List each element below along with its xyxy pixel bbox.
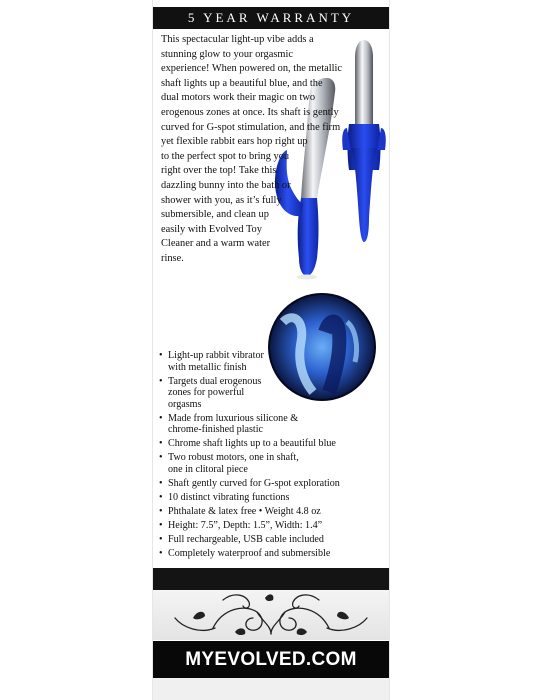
feature-item: • Made from luxurious silicone & chrome-finished plastic <box>159 413 308 436</box>
feature-item: • Targets dual erogenous zones for powerful orgasms <box>159 376 270 411</box>
feature-item: • 10 distinct vibrating functions <box>159 492 387 504</box>
website-banner: MYEVOLVED.COM <box>153 641 389 678</box>
product-description-text: This spectacular light-up vibe adds a stunning glow to your orgasmic experience! When powered on, the metallic shaft lights up a beautiful blue, and the dual motors work their magic on two erogenous zones at once. Its shaft is gently curved for G-spot stimulation, and the firm yet flexible rabbit ears hop right up to the perfect spot to bring you right over the top! Take this dazzling bunny into the bath or shower with you, as it’s fully submersible, and clean up easily with Evolved Toy Cleaner and a warm water rinse. <box>161 34 342 264</box>
feature-list <box>159 350 387 563</box>
warranty-banner: 5 YEAR WARRANTY <box>153 7 389 29</box>
feature-item: • Chrome shaft lights up to a beautiful blue <box>159 438 387 450</box>
feature-item: • Light-up rabbit vibrator with metallic finish <box>159 350 270 373</box>
feature-item: • Completely waterproof and submersible <box>159 548 387 560</box>
feature-item: • Height: 7.5”, Depth: 1.5”, Width: 1.4” <box>159 520 387 532</box>
swirl-ornament-icon <box>153 588 389 642</box>
feature-item: • Full rechargeable, USB cable included <box>159 534 387 546</box>
feature-item: • Two robust motors, one in shaft, one in clitoral piece <box>159 452 308 475</box>
feature-item: • Shaft gently curved for G-spot exploration <box>159 478 387 490</box>
dark-divider-bar <box>153 568 389 590</box>
product-package-panel <box>152 0 390 700</box>
bottom-band <box>153 678 389 700</box>
feature-item: • Phthalate & latex free • Weight 4.8 oz <box>159 506 387 518</box>
